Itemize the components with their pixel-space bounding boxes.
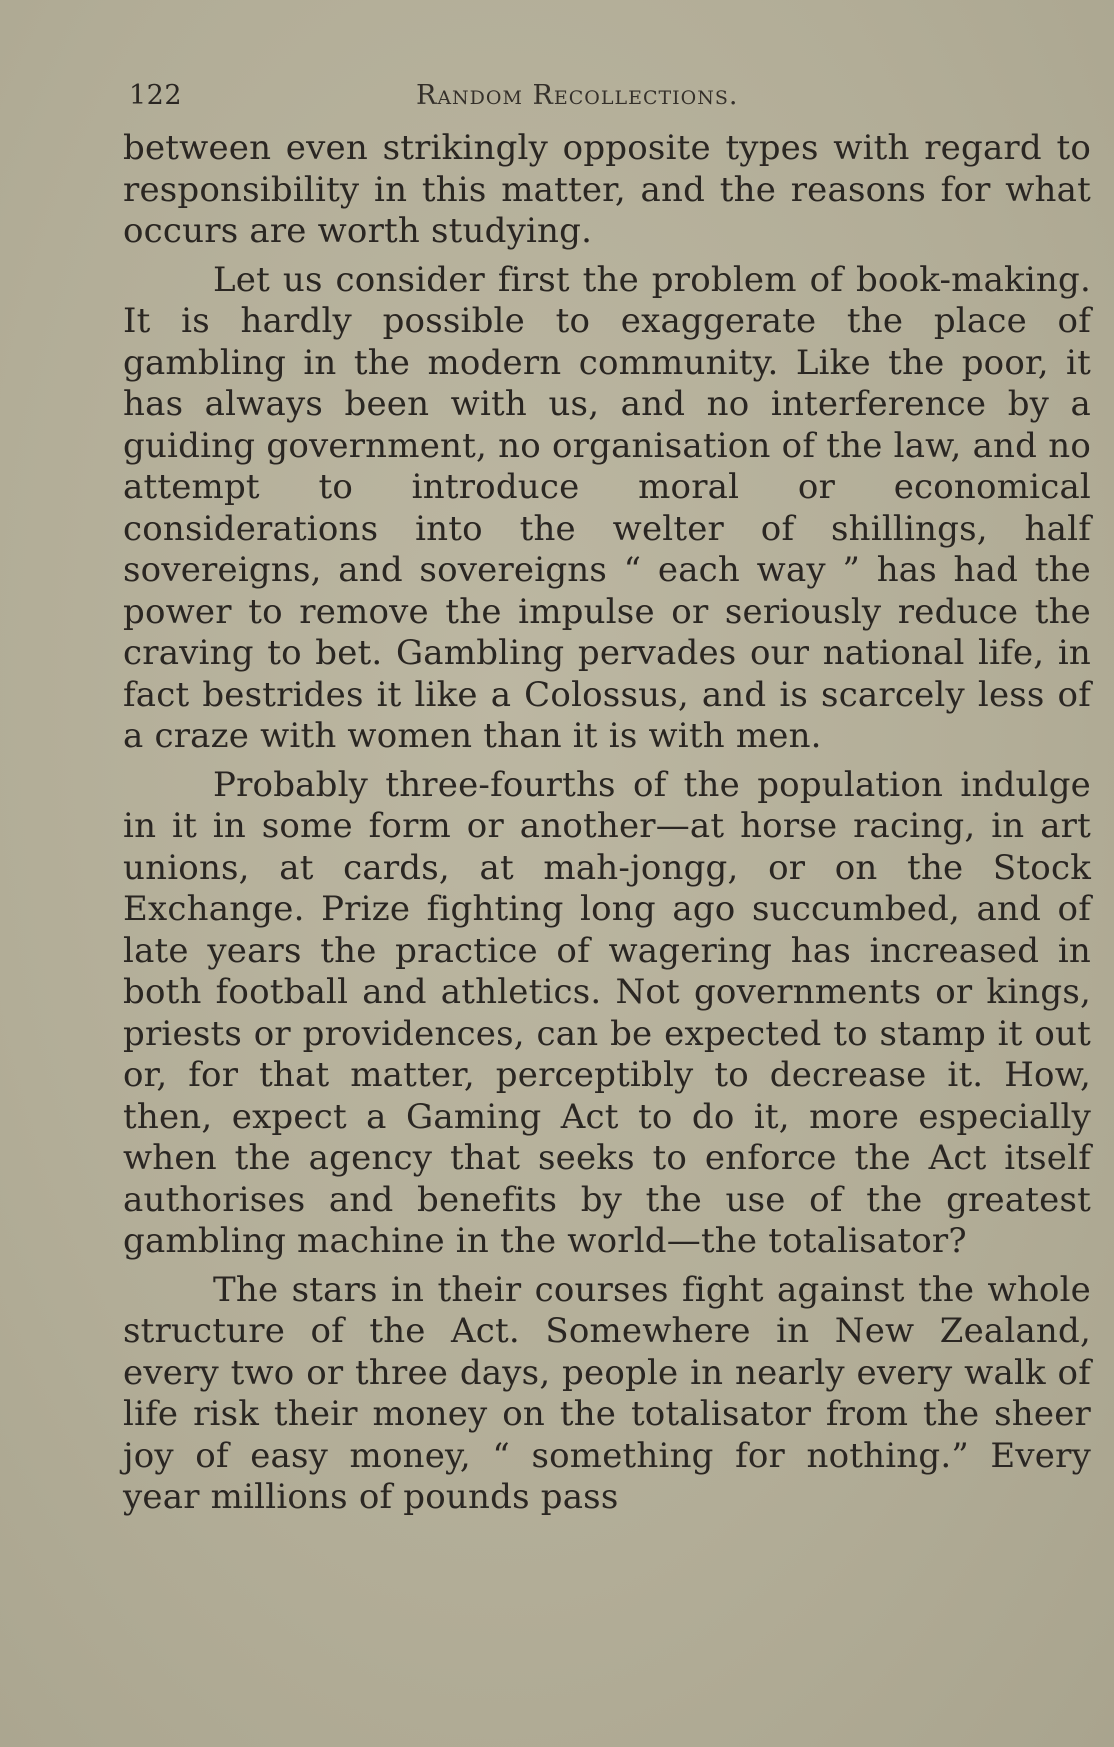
running-title: Random Recollections. bbox=[416, 80, 739, 111]
page-number: 122 bbox=[129, 80, 183, 111]
book-page bbox=[123, 72, 1091, 1526]
body-text bbox=[123, 128, 1091, 1519]
paragraph-continued: between even strikingly opposite types with regard to responsibility in this matter, and the reasons for what occurs are worth studying. bbox=[123, 128, 1091, 251]
paragraph-stars: The stars in their courses fight against the whole structure of the Act. Somewhere in New Zealand, every two or three days, people in nearly every walk of life risk their money on the totalisator from the sheer joy of easy money, “ something for nothing.” Every year millions of pounds pass bbox=[123, 1269, 1091, 1517]
running-head bbox=[123, 72, 1091, 128]
paragraph-population: Probably three-fourths of the population indulge in it in some form or another—at horse racing, in art unions, at cards, at mah-jongg, or on the Stock Exchange. Prize fighting long ago succumbed, and of late years the practice of wagering has increased in both football and athletics. Not governments or kings, priests or providences, can be expected to stamp it out or, for that matter, perceptibly to decrease it. How, then, expect a Gaming Act to do it, more especially when the agency that seeks to enforce the Act itself authorises and benefits by the use of the greatest gambling machine in the world—the totalisator? bbox=[123, 764, 1091, 1261]
paragraph-bookmaking: Let us consider first the problem of book-making. It is hardly possible to exaggerate the place of gambling in the modern community. Like the poor, it has always been with us, and no interference by a guiding government, no organisation of the law, and no attempt to introduce moral or economical considerations into the welter of shillings, half sovereigns, and sovereigns “ each way ” has had the power to remove the impulse or seriously reduce the craving to bet. Gambling pervades our national life, in fact bestrides it like a Colossus, and is scarcely less of a craze with women than it is with men. bbox=[123, 259, 1091, 756]
